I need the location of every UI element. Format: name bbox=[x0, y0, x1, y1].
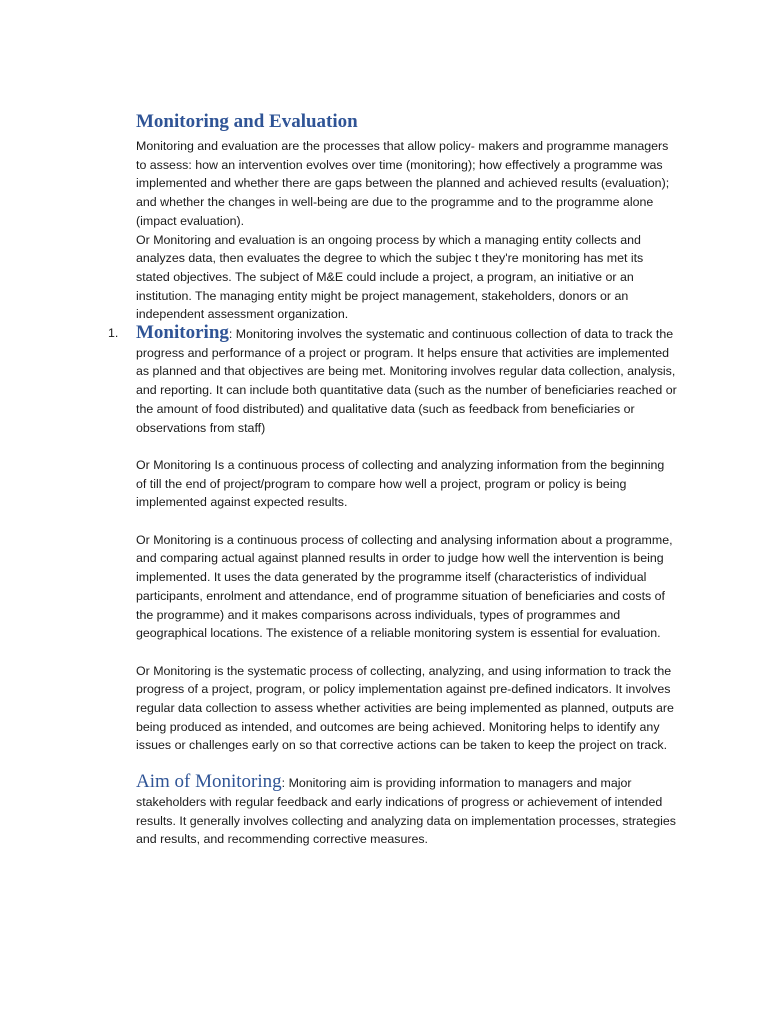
monitoring-alt-definition-3: Or Monitoring is the systematic process of collecting, analyzing, and using information to track the progress of a project, program, or policy implementation against pre-defined indicators. It involves regular data collection to assess whether activities are being implemented as planned, outputs are being produced as intended, and outcomes are being achieved. Monitoring helps to identify any issues or challenges early on so that corrective actions can be taken to keep the project on track. bbox=[136, 663, 674, 753]
spacer bbox=[136, 643, 678, 662]
document-content bbox=[108, 110, 678, 849]
monitoring-alt-definition-2: Or Monitoring is a continuous process of collecting and analysing information about a programme, and comparing actual against planned results in order to judge how well the intervention is being implemented. It uses the data generated by the programme itself (characteristics of individual participants, enrolment and attendance, end of programme situation of beneficiaries and costs of the programme) and it makes comparisons across individuals, types of programmes and geographical locations. The existence of a reliable monitoring system is essential for evaluation. bbox=[136, 532, 673, 641]
monitoring-list-item bbox=[108, 322, 678, 437]
intro-paragraph-2: Or Monitoring and evaluation is an ongoing process by which a managing entity collects and analyzes data, then evaluates the degree to which the subjec t they're monitoring has met its stated objectives. The subject of M&E could include a project, a program, an initiative or an institution. The managing entity might be project management, stakeholders, donors or an independent assessment organization. bbox=[136, 232, 644, 322]
aim-heading: Aim of Monitoring bbox=[136, 771, 282, 793]
monitoring-text: Monitoring involves the systematic and continuous collection of data to track the progress and performance of a project or program. It helps ensure that activities are implemented as planned and that objectives are being met. Monitoring involves regular data collection, analysis, and reporting. It can include both quantitative data (such as the number of beneficiaries reached or the amount of food distributed) and qualitative data (such as feedback from beneficiaries or observations from staff) bbox=[136, 327, 677, 435]
aim-text: Monitoring aim is providing information to managers and major stakeholders with regular feedback and early indications of progress or achievement of intended results. It generally involves collecting and analyzing data on implementation processes, strategies and results, and recommending corrective measures. bbox=[136, 776, 676, 847]
list-number: 1. bbox=[108, 326, 119, 341]
monitoring-heading-colon: : bbox=[228, 327, 233, 342]
monitoring-heading: Monitoring bbox=[136, 322, 229, 344]
aim-of-monitoring-paragraph bbox=[136, 773, 678, 849]
spacer bbox=[136, 512, 678, 531]
intro-paragraph-1: Monitoring and evaluation are the processes that allow policy- makers and programme managers to assess: how an intervention evolves over time (monitoring); how effectively a programme was implemented and whether there are gaps between the planned and achieved results (evaluation); and whether the changes in well-being are due to the programme and to the programme alone (impact evaluation). bbox=[136, 139, 670, 228]
aim-heading-colon: : bbox=[281, 776, 286, 791]
monitoring-alt-definition-1: Or Monitoring Is a continuous process of collecting and analyzing information from the beginning of till the end of project/program to compare how well a project, program or policy is being implemented against expected results. bbox=[136, 457, 665, 510]
monitoring-definition bbox=[136, 324, 678, 437]
document-title: Monitoring and Evaluation bbox=[136, 111, 358, 132]
spacer bbox=[136, 437, 678, 456]
